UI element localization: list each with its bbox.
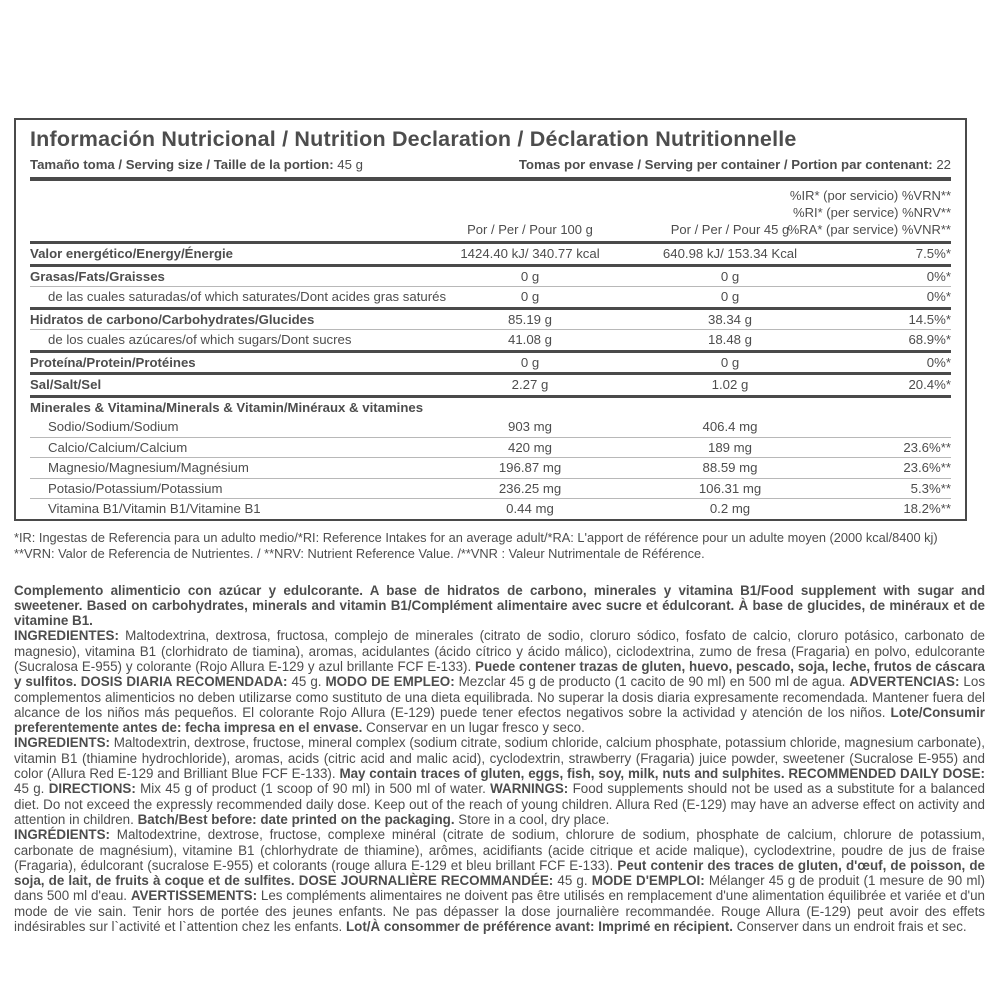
percent-header-line-en: %RI* (per service) %NRV** <box>793 205 951 220</box>
table-row <box>30 438 951 459</box>
value-per-45g: 406.4 mg <box>702 419 758 435</box>
value-per-100g: 903 mg <box>508 419 552 435</box>
text-run: Food supplements should not be used as a substitute for a balanced diet. Do not exceed the expressly recommended daily dose. Keep out of the reach of young children. Allura Red (E-129) may have an adverse effect on activity and attention in children. <box>14 781 985 827</box>
text-run: Maltodextrine, dextrose, fructose, complexe minéral (citrate de sodium, chlorure de sodium, phosphate de calcium, chlorure de potassium, carbonate de magnésium), vitamine B1 (chlorhydrate de thiamine), arômes, acidifiants (acide citrique et acide malique), cyclodextrine, poudre de jus de fraise (Fragaria), édulcorant (sucralose E-955) et colorants (rouge allura E-129 et bleu brillant FCF E-133). <box>14 827 985 873</box>
value-percent: 23.6%** <box>903 460 951 476</box>
ingredients-text <box>14 583 985 935</box>
row-label: Sal/Salt/Sel <box>30 377 102 393</box>
text-run: Mix 45 g of product (1 scoop of 90 ml) in 500 ml of water. <box>140 781 491 797</box>
row-label: Grasas/Fats/Graisses <box>30 268 165 284</box>
row-label: Vitamina B1/Vitamin B1/Vitamine B1 <box>48 501 261 517</box>
value-per-45g: 640.98 kJ/ 153.34 Kcal <box>662 246 798 262</box>
bold-text-run: DIRECTIONS: <box>48 781 141 797</box>
row-label: Potasio/Potassium/Potassium <box>48 480 223 496</box>
value-per-45g: 18.48 g <box>708 332 752 348</box>
row-label: Valor energético/Energy/Énergie <box>30 246 234 262</box>
value-percent: 20.4%* <box>908 377 951 393</box>
bold-text-run: Peut contenir des traces de gluten, d'œuf, de poisson, de soja, de lait, de fruits à coque et de sulfites. DOSE JOURNALIÈRE RECOMMANDÉE: <box>14 857 985 889</box>
bold-text-run: Lot/À consommer de préférence avant: Imprimé en récipient. <box>345 919 737 935</box>
bold-text-run: AVERTISSEMENTS: <box>130 888 261 904</box>
table-row <box>30 310 951 331</box>
value-per-100g: 420 mg <box>508 439 552 455</box>
value-per-45g: 0 g <box>720 289 740 305</box>
bold-text-run: May contain traces of gluten, eggs, fish, soy, milk, nuts and sulphites. RECOMMENDED DAILY DOSE: <box>339 766 985 782</box>
value-per-45g: 106.31 mg <box>698 480 762 496</box>
serving-size <box>30 157 363 172</box>
value-percent: 0%* <box>926 268 951 284</box>
table-row <box>30 244 951 267</box>
row-label: de las cuales saturadas/of which saturates/Dont acides gras saturés <box>48 289 447 305</box>
servings-per-container-label: Tomas por envase / Serving per container / Portion par contenant: <box>518 157 933 172</box>
value-per-45g: 0.2 mg <box>709 501 751 517</box>
serving-row <box>30 157 951 177</box>
value-per-100g: 236.25 mg <box>498 480 562 496</box>
row-label: Sodio/Sodium/Sodium <box>48 419 179 435</box>
value-per-45g: 0 g <box>720 268 740 284</box>
table-row <box>30 353 951 376</box>
text-run: 45 g. <box>557 873 592 889</box>
row-label: Hidratos de carbono/Carbohydrates/Glucides <box>30 311 315 327</box>
text-run: Les compléments alimentaires ne doivent pas être utilisés en remplacement d'une alimentation équilibrée et variée et d'un mode de vie sain. Tenir hors de portée des jeunes enfants. Ne pas dépasser la dose journalière recommandée. Rouge Allura (E-129) peut avoir des effets indésirables sur l`activité et l`attention chez les enfants. <box>14 888 985 935</box>
table-row <box>30 330 951 353</box>
percent-header-line-fr: %RA* (par service) %VNR** <box>787 222 951 237</box>
servings-per-container-value: 22 <box>936 157 951 172</box>
value-per-100g: 2.27 g <box>511 377 549 393</box>
bold-text-run: INGRÉDIENTS: <box>14 827 117 843</box>
row-label: Calcio/Calcium/Calcium <box>48 439 188 455</box>
value-per-45g: 189 mg <box>708 439 752 455</box>
bold-text-run: Lote/Consumir preferentemente antes de: fecha impresa en el envase. <box>14 704 985 736</box>
bold-text-run: Batch/Best before: date printed on the packaging. <box>137 811 459 827</box>
value-per-100g: 0.44 mg <box>506 501 554 517</box>
table-row <box>30 458 951 479</box>
value-percent: 23.6%** <box>903 439 951 455</box>
text-run: Conserver dans un endroit frais et sec. <box>736 919 967 935</box>
table-title: Información Nutricional / Nutrition Declaration / Déclaration Nutritionnelle <box>30 127 797 151</box>
bold-text-run: WARNINGS: <box>490 781 573 797</box>
value-per-100g: 1424.40 kJ/ 340.77 kcal <box>460 246 600 262</box>
table-row <box>30 287 951 310</box>
value-per-45g: 38.34 g <box>708 311 752 327</box>
row-label: Proteína/Protein/Protéines <box>30 354 196 370</box>
row-label: Magnesio/Magnesium/Magnésium <box>48 460 249 476</box>
bold-text-run: ADVERTENCIAS: <box>849 674 964 690</box>
value-percent: 68.9%* <box>908 332 951 348</box>
footnote-line: *IR: Ingestas de Referencia para un adulto medio/*RI: Reference Intakes for an average adult/*RA: L'apport de référence pour un adulte moyen (2000 kcal/8400 kj) <box>14 529 938 545</box>
text-run: 45 g. <box>291 674 326 690</box>
bold-text-run: INGREDIENTES: <box>14 628 126 644</box>
column-header-per-45g: Por / Per / Pour 45 g <box>670 222 790 237</box>
text-run: 45 g. <box>14 781 49 797</box>
value-per-100g: 41.08 g <box>508 332 552 348</box>
footnotes <box>14 530 985 563</box>
value-percent: 5.3%** <box>910 480 951 496</box>
value-percent: 7.5%* <box>915 246 951 262</box>
percent-header-line-es: %IR* (por servicio) %VRN** <box>789 188 951 203</box>
text-run: Store in a cool, dry place. <box>458 811 610 827</box>
bold-text-run: Complemento alimenticio con azúcar y edulcorante. A base de hidratos de carbono, minerales y vitamina B1/Food supplement with sugar and sweetener. Based on carbohydrates, minerals and vitamin B1/Complément alimentaire avec sucre et édulcorant. À base de glucides, de minéraux et de vitamine B1. <box>14 582 985 629</box>
serving-size-value: 45 g <box>337 157 363 172</box>
row-label: de los cuales azúcares/of which sugars/Dont sucres <box>48 332 352 348</box>
value-per-100g: 0 g <box>520 354 540 370</box>
bold-text-run: MODO DE EMPLEO: <box>325 674 459 690</box>
value-percent: 0%* <box>926 289 951 305</box>
text-run: Conservar en un lugar fresco y seco. <box>366 720 585 736</box>
text-run: Maltodextrina, dextrosa, fructosa, complejo de minerales (citrato de sodio, cloruro sódico, fosfato de calcio, cloruro potásico, carbonato de magnesio), vitamina B1 (clorhidrato de tiamina), aromas, acidulantes (ácido cítrico y ácido málico), ciclodextrina, zumo de fresa (Fragaria) en polvo, edulcorante (Sucralosa E-955) y colorante (Rojo Allura E-129 y azul brillante FCF E-133). <box>14 628 986 674</box>
servings-per-container <box>519 157 951 172</box>
value-per-100g: 0 g <box>520 268 540 284</box>
text-run: Mezclar 45 g de producto (1 cacito de 90 ml) en 500 ml de agua. <box>458 674 850 690</box>
column-header-area <box>30 181 951 241</box>
value-percent: 18.2%** <box>903 501 951 517</box>
text-run: Los complementos alimenticios no deben utilizarse como sustituto de una dieta equilibrada. No superar la dosis diaria expresamente recomendada. Mantener fuera del alcance de los niños más pequeños. El colorante Rojo Allura (E-129) puede tener efectos negativos sobre la actividad y atención de los niños. <box>14 674 986 720</box>
value-per-100g: 85.19 g <box>508 311 552 327</box>
bold-text-run: MODE D'EMPLOI: <box>591 873 709 889</box>
table-row <box>30 267 951 288</box>
text-run: Maltodextrin, dextrose, fructose, mineral complex (sodium citrate, sodium chloride, calcium phosphate, potassium chloride, magnesium carbonate), vitamin B1 (thiamine hydrochloride), aromas, acids (citric acid and malic acid), cyclodextrin, strawberry (Fragaria) juice powder, sweetener (Sucralose E-955) and color (Allura Red E-129 and Brilliant Blue FCF E-133). <box>14 735 985 782</box>
value-per-100g: 196.87 mg <box>498 460 562 476</box>
text-run: Mélanger 45 g de produit (1 mesure de 90 ml) dans 500 ml d'eau. <box>14 873 985 904</box>
table-row <box>30 375 951 398</box>
table-row <box>30 479 951 500</box>
value-per-100g: 0 g <box>520 289 540 305</box>
bold-text-run: INGREDIENTS: <box>14 735 114 751</box>
column-header-per-100g: Por / Per / Pour 100 g <box>467 222 593 237</box>
nutrition-facts-table <box>14 118 967 521</box>
table-row <box>30 499 951 519</box>
row-label: Minerales & Vitamina/Minerals & Vitamin/Minéraux & vitamines <box>30 399 424 415</box>
ingredients-paragraph <box>14 628 985 735</box>
bold-text-run: Puede contener trazas de gluten, huevo, pescado, soja, leche, frutos de cáscara y sulfitos. DOSIS DIARIA RECOMENDADA: <box>14 658 986 690</box>
serving-size-label: Tamaño toma / Serving size / Taille de la portion: <box>30 157 334 172</box>
nutrient-rows <box>30 244 951 519</box>
value-per-45g: 0 g <box>720 354 740 370</box>
table-row <box>30 417 951 438</box>
table-row <box>30 398 951 418</box>
value-per-45g: 88.59 mg <box>702 460 758 476</box>
value-percent: 0%* <box>926 354 951 370</box>
footnote-line: **VRN: Valor de Referencia de Nutrientes. / **NRV: Nutrient Reference Value. /**VNR : Valeur Nutrimentale de Référence. <box>14 546 705 561</box>
value-per-45g: 1.02 g <box>711 377 749 393</box>
value-percent: 14.5%* <box>908 311 951 327</box>
ingredients-paragraph <box>14 583 985 629</box>
ingredients-paragraph <box>14 827 985 934</box>
ingredients-paragraph <box>14 735 985 827</box>
